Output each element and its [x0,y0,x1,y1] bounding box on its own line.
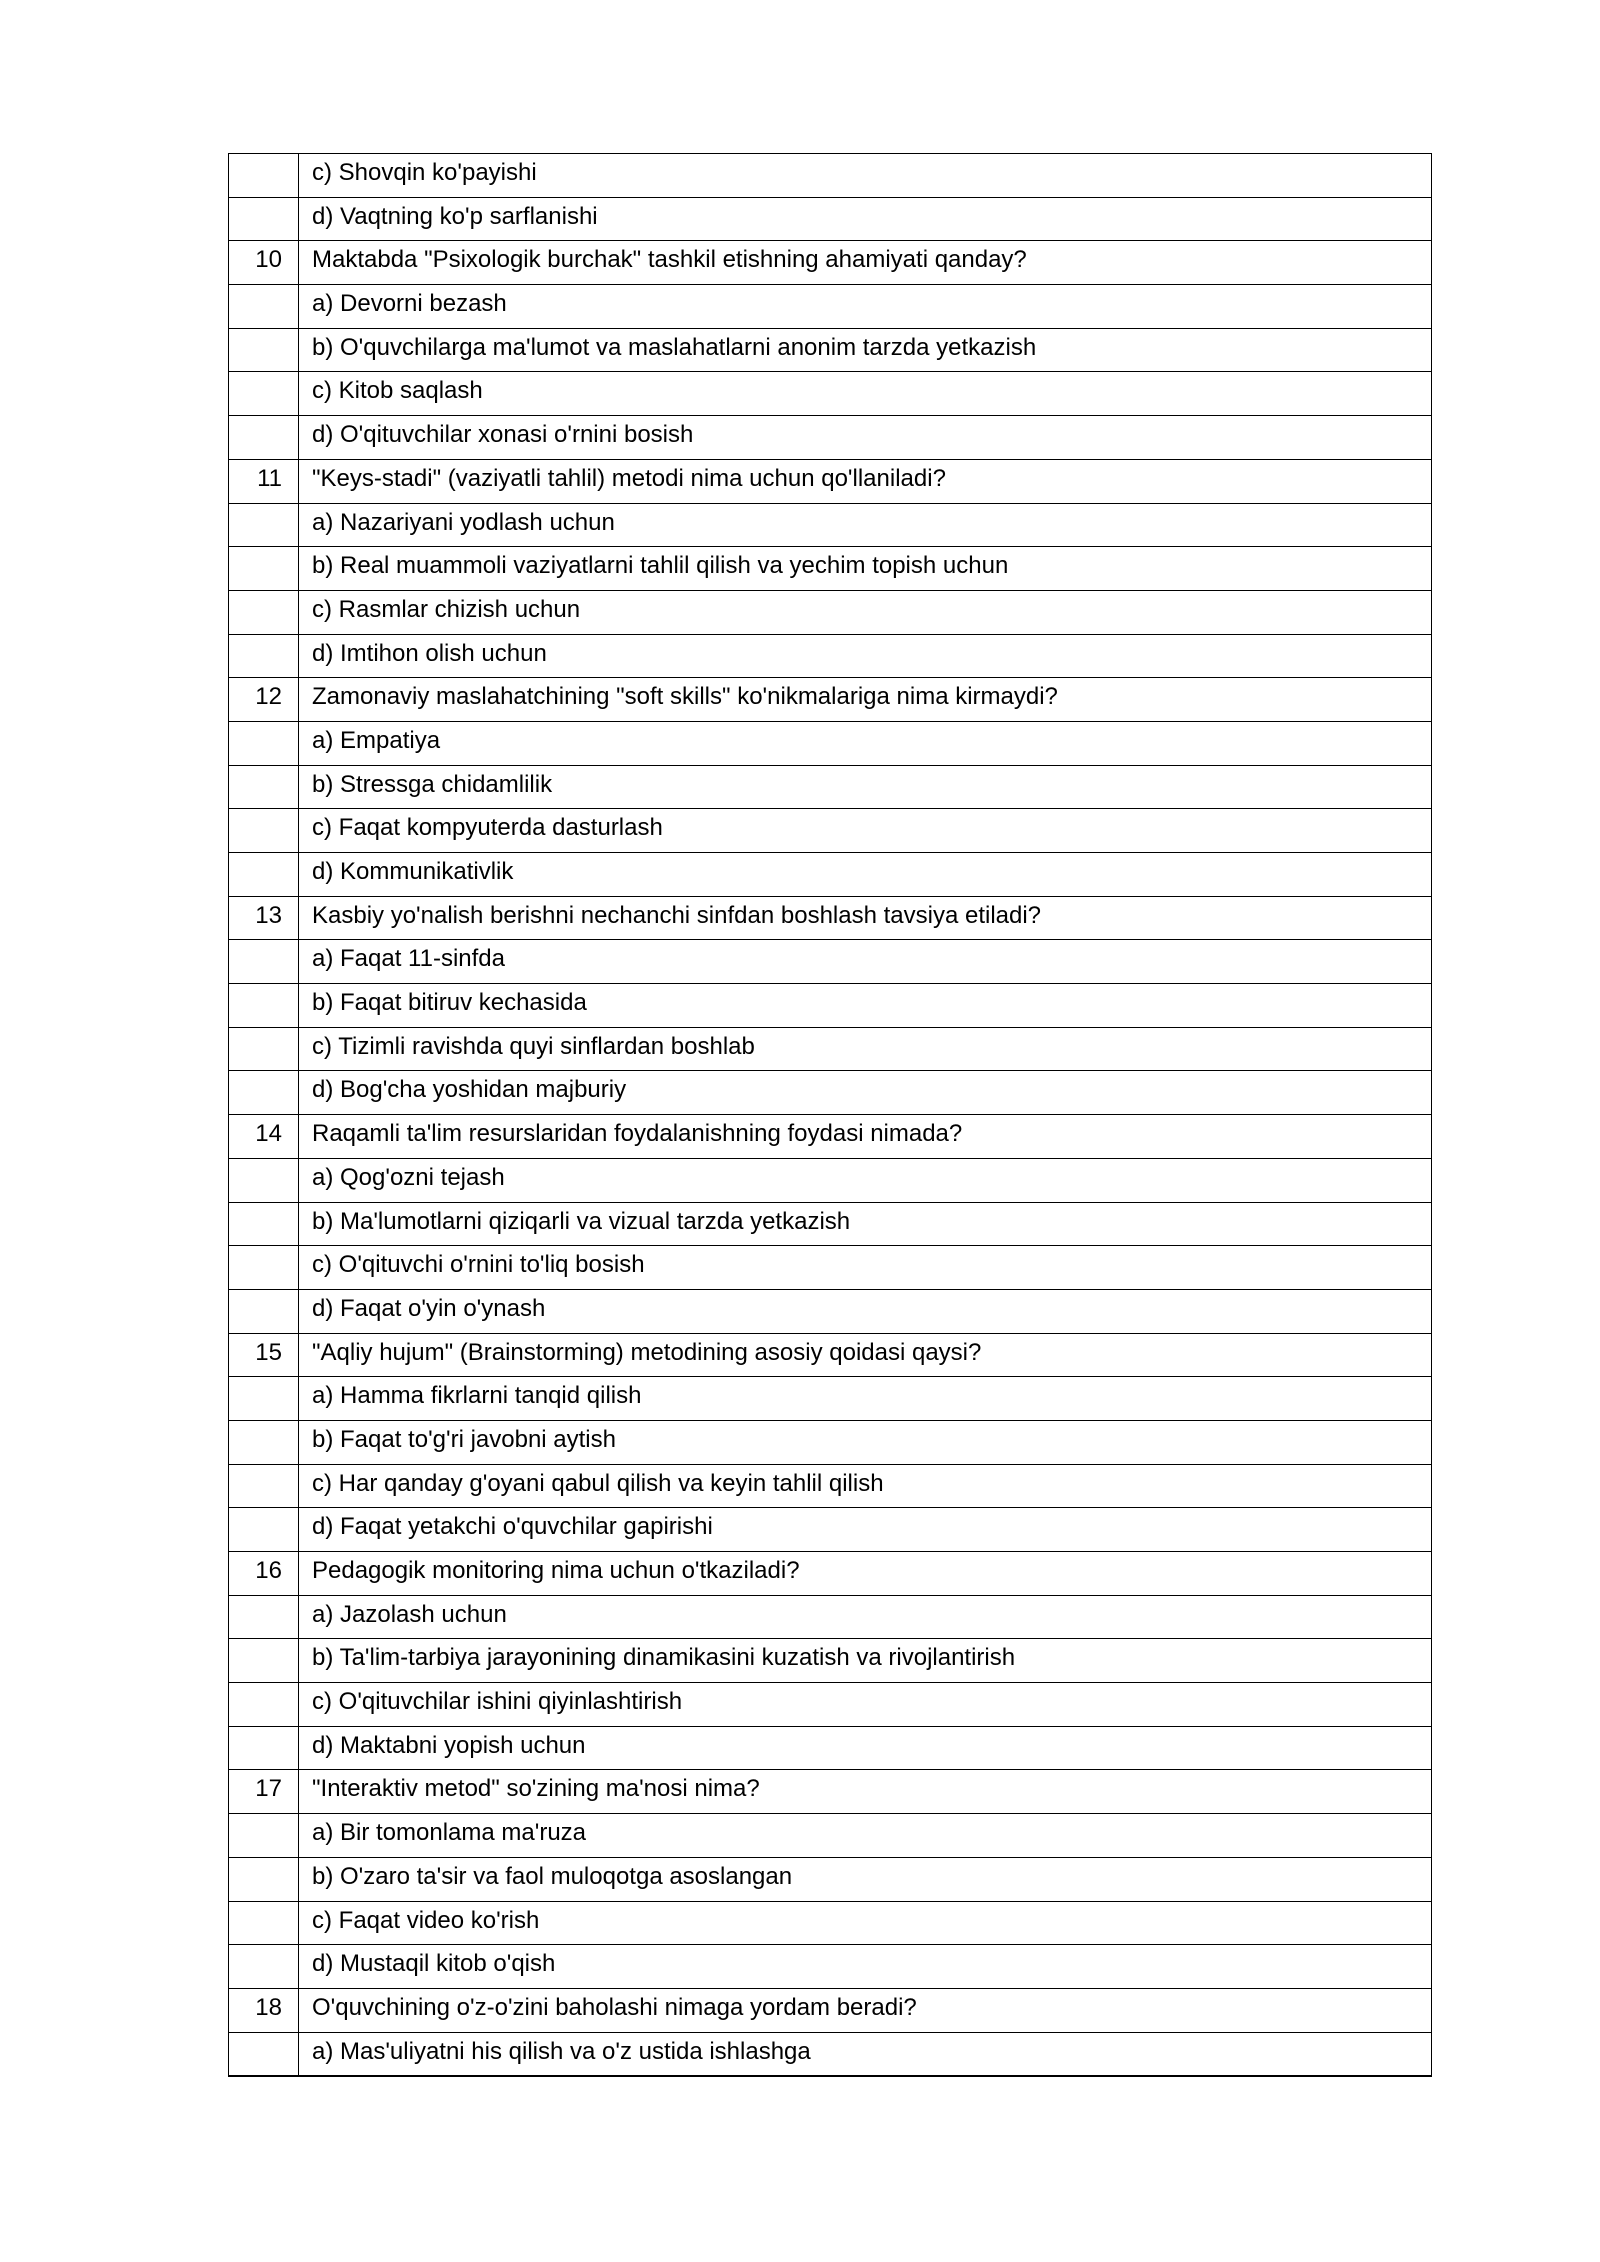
question-text-cell: d) Maktabni yopish uchun [299,1726,1432,1770]
question-number-cell [229,853,299,897]
question-number-cell: 13 [229,896,299,940]
question-number-cell [229,809,299,853]
question-number-cell [229,1377,299,1421]
option-row [229,940,1432,984]
question-row [229,1552,1432,1596]
option-row [229,1377,1432,1421]
option-row [229,809,1432,853]
option-row [229,1683,1432,1727]
question-row [229,1333,1432,1377]
option-row [229,372,1432,416]
question-text-cell: b) Stressga chidamlilik [299,765,1432,809]
question-number-cell [229,1071,299,1115]
question-text-cell: c) Faqat kompyuterda dasturlash [299,809,1432,853]
option-row [229,328,1432,372]
option-row [229,1726,1432,1770]
question-text-cell: a) Bir tomonlama ma'ruza [299,1814,1432,1858]
question-text-cell: Maktabda "Psixologik burchak" tashkil etishning ahamiyati qanday? [299,241,1432,285]
question-text-cell: c) O'qituvchilar ishini qiyinlashtirish [299,1683,1432,1727]
question-number-cell [229,721,299,765]
question-text-cell: c) O'qituvchi o'rnini to'liq bosish [299,1246,1432,1290]
option-row [229,154,1432,198]
question-number-cell [229,503,299,547]
question-text-cell: d) Bog'cha yoshidan majburiy [299,1071,1432,1115]
question-number-cell [229,2032,299,2076]
question-number-cell [229,1202,299,1246]
question-number-cell [229,416,299,460]
question-number-cell [229,1857,299,1901]
question-text-cell: d) Faqat yetakchi o'quvchilar gapirishi [299,1508,1432,1552]
question-number-cell [229,1901,299,1945]
question-text-cell: d) Faqat o'yin o'ynash [299,1289,1432,1333]
question-number-cell [229,285,299,329]
option-row [229,1814,1432,1858]
question-text-cell: d) Mustaqil kitob o'qish [299,1945,1432,1989]
question-number-cell [229,1683,299,1727]
option-row [229,1508,1432,1552]
question-text-cell: d) O'qituvchilar xonasi o'rnini bosish [299,416,1432,460]
question-text-cell: c) Tizimli ravishda quyi sinflardan boshlab [299,1027,1432,1071]
option-row [229,1945,1432,1989]
option-row [229,765,1432,809]
question-text-cell: c) Kitob saqlash [299,372,1432,416]
option-row [229,197,1432,241]
question-row [229,1115,1432,1159]
question-text-cell: b) Faqat bitiruv kechasida [299,984,1432,1028]
question-text-cell: a) Empatiya [299,721,1432,765]
option-row [229,1289,1432,1333]
question-text-cell: a) Hamma fikrlarni tanqid qilish [299,1377,1432,1421]
question-number-cell: 18 [229,1988,299,2032]
question-text-cell: d) Vaqtning ko'p sarflanishi [299,197,1432,241]
question-text-cell: a) Faqat 11-sinfda [299,940,1432,984]
question-text-cell: b) Ma'lumotlarni qiziqarli va vizual tarzda yetkazish [299,1202,1432,1246]
question-text-cell: b) O'zaro ta'sir va faol muloqotga asoslangan [299,1857,1432,1901]
option-row [229,1901,1432,1945]
question-number-cell: 17 [229,1770,299,1814]
question-text-cell: b) Faqat to'g'ri javobni aytish [299,1420,1432,1464]
question-text-cell: Zamonaviy maslahatchining "soft skills" ko'nikmalariga nima kirmaydi? [299,678,1432,722]
question-text-cell: "Keys-stadi" (vaziyatli tahlil) metodi nima uchun qo'llaniladi? [299,459,1432,503]
question-number-cell [229,765,299,809]
questions-table [228,153,1432,2077]
question-text-cell: "Aqliy hujum" (Brainstorming) metodining asosiy qoidasi qaysi? [299,1333,1432,1377]
question-number-cell [229,1726,299,1770]
option-row [229,1158,1432,1202]
question-row [229,459,1432,503]
question-number-cell [229,590,299,634]
question-text-cell: Kasbiy yo'nalish berishni nechanchi sinfdan boshlash tavsiya etiladi? [299,896,1432,940]
question-row [229,1770,1432,1814]
question-number-cell [229,1639,299,1683]
option-row [229,634,1432,678]
option-row [229,547,1432,591]
option-row [229,1420,1432,1464]
question-number-cell [229,940,299,984]
option-row [229,1202,1432,1246]
question-number-cell: 12 [229,678,299,722]
option-row [229,1027,1432,1071]
question-row [229,241,1432,285]
option-row [229,1464,1432,1508]
question-text-cell: c) Shovqin ko'payishi [299,154,1432,198]
question-number-cell [229,1420,299,1464]
option-row [229,285,1432,329]
question-text-cell: O'quvchining o'z-o'zini baholashi nimaga yordam beradi? [299,1988,1432,2032]
question-number-cell: 11 [229,459,299,503]
question-row [229,1988,1432,2032]
question-number-cell: 16 [229,1552,299,1596]
question-text-cell: a) Nazariyani yodlash uchun [299,503,1432,547]
option-row [229,1246,1432,1290]
question-number-cell [229,634,299,678]
option-row [229,984,1432,1028]
question-number-cell [229,328,299,372]
question-text-cell: d) Kommunikativlik [299,853,1432,897]
question-text-cell: a) Devorni bezash [299,285,1432,329]
option-row [229,1071,1432,1115]
question-number-cell [229,1945,299,1989]
option-row [229,590,1432,634]
question-text-cell: d) Imtihon olish uchun [299,634,1432,678]
question-number-cell [229,1814,299,1858]
option-row [229,1595,1432,1639]
question-number-cell [229,1289,299,1333]
question-text-cell: b) O'quvchilarga ma'lumot va maslahatlarni anonim tarzda yetkazish [299,328,1432,372]
question-number-cell [229,1246,299,1290]
question-number-cell [229,1027,299,1071]
question-number-cell: 10 [229,241,299,285]
question-text-cell: b) Ta'lim-tarbiya jarayonining dinamikasini kuzatish va rivojlantirish [299,1639,1432,1683]
question-number-cell [229,154,299,198]
question-text-cell: c) Rasmlar chizish uchun [299,590,1432,634]
option-row [229,721,1432,765]
option-row [229,416,1432,460]
question-text-cell: a) Jazolash uchun [299,1595,1432,1639]
option-row [229,1639,1432,1683]
question-text-cell: Raqamli ta'lim resurslaridan foydalanishning foydasi nimada? [299,1115,1432,1159]
option-row [229,2032,1432,2076]
question-text-cell: b) Real muammoli vaziyatlarni tahlil qilish va yechim topish uchun [299,547,1432,591]
question-number-cell: 15 [229,1333,299,1377]
option-row [229,853,1432,897]
question-number-cell [229,1158,299,1202]
questions-table-body [229,154,1432,2076]
option-row [229,503,1432,547]
question-number-cell [229,197,299,241]
question-number-cell [229,984,299,1028]
question-text-cell: "Interaktiv metod" so'zining ma'nosi nima? [299,1770,1432,1814]
question-number-cell [229,1595,299,1639]
option-row [229,1857,1432,1901]
question-number-cell [229,372,299,416]
question-text-cell: a) Qog'ozni tejash [299,1158,1432,1202]
question-number-cell [229,547,299,591]
question-row [229,678,1432,722]
question-number-cell: 14 [229,1115,299,1159]
question-text-cell: a) Mas'uliyatni his qilish va o'z ustida ishlashga [299,2032,1432,2076]
question-text-cell: c) Faqat video ko'rish [299,1901,1432,1945]
question-number-cell [229,1508,299,1552]
question-row [229,896,1432,940]
question-text-cell: c) Har qanday g'oyani qabul qilish va keyin tahlil qilish [299,1464,1432,1508]
question-number-cell [229,1464,299,1508]
question-text-cell: Pedagogik monitoring nima uchun o'tkaziladi? [299,1552,1432,1596]
